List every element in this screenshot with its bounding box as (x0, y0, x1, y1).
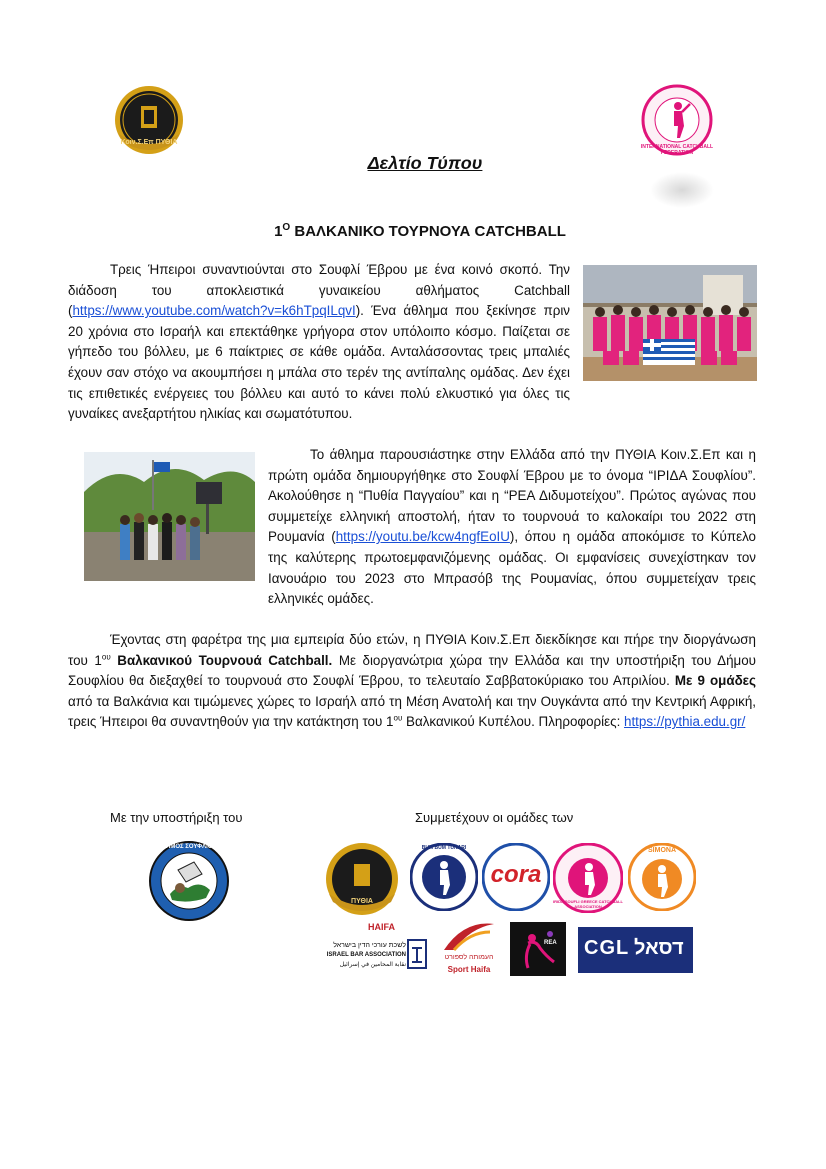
teams-label: Συμμετέχουν οι ομάδες των (415, 810, 574, 825)
cgl-logo (578, 927, 693, 973)
cora-logo (482, 843, 550, 911)
pythia-website-link[interactable]: https://pythia.edu.gr/ (624, 714, 746, 730)
simona-logo-text: SIMONA (648, 847, 676, 854)
subtitle-number: 1 (274, 223, 283, 240)
ordinal-1: ου (101, 652, 111, 662)
tournament-name-bold: Βαλκανικού Τουρνουά Catchball. (117, 652, 333, 668)
logo-shadow (650, 172, 714, 208)
municipality-logo-text: ΔΗΜΟΣ ΣΟΥΦΛΙΟΥ (161, 844, 217, 850)
sport-english-text: Sport Haifa (447, 965, 491, 974)
teams-count-bold: Με 9 ομάδες (669, 673, 757, 689)
bumbum-logo-text: BUM BUM TUNARI (421, 845, 467, 851)
paragraph-tournament (68, 630, 756, 733)
history-text-rest: ), όπου η ομάδα αποκόμισε το Κύπελο της καλύτερης πρωτοεμφανιζόμενης ομάδας. Οι εμφανίσεις συνεχίστηκαν τον Ιανουάριο του 2023 στο Μπρασόβ της Ρουμανίας, όπου συμμετείχαν τρεις ελληνικές ομάδες. (268, 529, 757, 607)
israel-bar-association-logo (320, 920, 430, 980)
paragraph-intro (68, 260, 756, 425)
irida-logo-text: IRIDA SOUFLI GREECE CATCHBALL ASSOCIATION (553, 899, 623, 909)
intro-text-start: Τρεις Ήπειροι συναντιούνται στο Σουφλί Έβρου με ένα κοινό σκοπό. Την διάδοση του αποκλειστικά γυναικείου αθλήματος Catchball ( (68, 262, 570, 319)
intro-text-rest: ). Ένα άθλημα που ξεκίνησε πριν 20 χρόνια στο Ισραήλ και επεκτάθηκε γρήγορα στον υπόλοιπο κόσμο. Παίζεται σε γήπεδο του βόλλευ, με 6 παίκτριες σε κάθε ομάδα. Ανταλάσσοντας τρεις μπαλιές έχουν σαν στόχο να ακουμπήσει η μπάλα στο τερέν της αντίπαλης ομάδας. Δεν έχει τις επιθετικές ενέργειες του βόλλευ και αυτό το κάνει πολύ ελκυστικό για όλες τις γυναίκες ανεξαρτήτου ηλικίας και σωματότυπου. (68, 303, 570, 422)
cgl-logo-text: CGL (584, 937, 630, 959)
photo-wrap-spacer-2 (68, 445, 268, 590)
pythia-team-logo (323, 840, 401, 918)
page-title: Δελτίο Τύπου (367, 153, 483, 173)
sport-haifa-logo (440, 920, 498, 980)
catchball-federation-logo (641, 84, 713, 156)
tournament-text-b: Με διοργανώτρια χώρα την Ελλάδα και την υποστήριξη του Δήμου Σουφλίου θα διεξαχθεί το τουρνουά στο Σουφλί Έβρου, το τελευταίο Σαββατοκύριακο του Απριλίου. (68, 652, 757, 689)
rea-logo-text: REA (544, 940, 557, 946)
catchball-federation-logo-text: INTERNATIONAL CATCHBALL FEDERATION (640, 144, 714, 156)
subtitle-text: ΒΑΛΚΑΝΙΚΟ ΤΟΥΡΝΟΥΑ CATCHBALL (290, 223, 566, 240)
paragraph-history (68, 445, 756, 610)
bar-hebrew-text: לשכת עורכי הדין בישראל (333, 942, 406, 949)
pythia-team-logo-text: ΠΥΘΙΑ (351, 898, 373, 905)
tournament-text-d: Βαλκανικού Κυπέλου. Πληροφορίες: (402, 714, 625, 730)
page-subtitle (0, 223, 826, 240)
tournament-text-a: Έχοντας στη φαρέτρα της μια εμπειρία δύο ετών, η ΠΥΘΙΑ Κοιν.Σ.Επ διεκδίκησε και πήρε την διοργάνωση του 1 (68, 632, 756, 668)
subtitle-ordinal: Ο (282, 222, 291, 233)
bar-english-text: ISRAEL BAR ASSOCIATION (326, 952, 406, 958)
simona-logo (628, 843, 696, 911)
youtube-link-2[interactable]: https://youtu.be/kcw4ngfEoIU (335, 529, 510, 545)
irida-soufli-logo (553, 843, 623, 913)
ordinal-2: ου (393, 713, 403, 723)
pythia-logo-text: Κοιν.Σ.Επ ΠΥΘΙΑ (120, 139, 178, 146)
bar-arabic-text: نقابة المحامين في إسرائيل (339, 962, 406, 968)
haifa-label: HAIFA (368, 922, 395, 932)
rea-logo (510, 922, 566, 976)
cora-logo-text: cora (490, 861, 542, 888)
sport-hebrew-text: העמותה לספורט (444, 954, 494, 961)
cgl-hebrew-text: דסאל (634, 937, 684, 959)
history-text-start: Το άθλημα παρουσιάστηκε στην Ελλάδα από την ΠΥΘΙΑ Κοιν.Σ.Επ και η πρώτη ομάδα δημιουργήθηκε στο Σουφλί Έβρου με το όνομα “ΙΡΙΔΑ Σουφλίου”. Ακολούθησε η “Πυθία Παγγαίου” και η “ΡΕΑ Διδυμοτείχου”. Πρώτος αγώνας που συμμετείχε ελληνική αποστολή, ήταν το τουρνουά το καλοκαίρι του 2022 στη Ρουμανία ( (268, 447, 756, 545)
support-label: Με την υποστήριξη του (110, 810, 243, 825)
photo-wrap-spacer (570, 260, 756, 384)
tournament-text-c: από τα Βαλκάνια και τιμώμενες χώρες το Ισραήλ από τη Μέση Ανατολή και την Ουγκάντα από την Κεντρική Αφρική, τρεις Ήπειροι θα συναντηθούν για την κατάκτηση του 1 (68, 693, 756, 730)
youtube-link-1[interactable]: https://www.youtube.com/watch?v=k6hTpqILqvI (72, 303, 356, 319)
bumbum-tunari-logo (410, 843, 478, 911)
municipality-soufli-logo (148, 840, 230, 922)
pythia-logo (113, 84, 185, 156)
